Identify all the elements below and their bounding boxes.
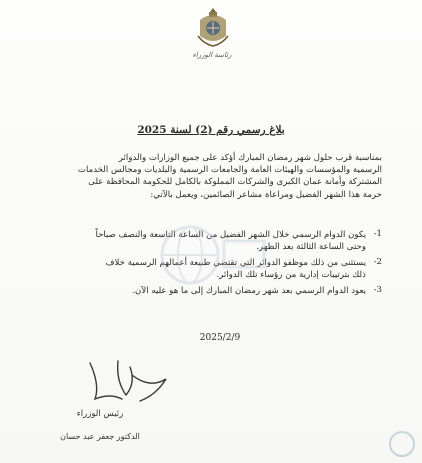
intro-line: الرسمية والمؤسسات والهيئات العامة والجامعات الرسمية والبلديات ومجالس الخدمات — [77, 165, 382, 176]
item-line: يكون الدوام الرسمي خلال الشهر الفضيل من الساعة التاسعة والنصف صباحاً — [95, 230, 366, 240]
notice-title: بلاغ رسمي رقم (2) لسنة 2025 — [137, 124, 285, 136]
intro-line: حرمة هذا الشهر الفضيل ومراعاة مشاعر الصائمين، ويعمل بالآتي: — [150, 189, 382, 200]
site-logo-icon — [352, 420, 422, 463]
signatory-role: رئيس الوزراء — [76, 409, 124, 419]
item-number: 1- — [373, 229, 382, 239]
item-line: يستثنى من ذلك موظفو الدوائر التي تقتضي طبيعة أعمالهم الرسمية خلاف — [105, 258, 366, 268]
item-number: 3- — [373, 285, 382, 295]
item-number: 2- — [373, 257, 382, 267]
item-line: وحتى الساعة الثالثة بعد الظهر. — [256, 242, 366, 252]
intro-line: بمناسبة قرب حلول شهر رمضان المبارك أؤكد على جميع الوزارات والدوائر — [118, 153, 382, 163]
jordan-coat-of-arms-icon — [196, 6, 230, 50]
intro-line: المشتركة وأمانة عمان الكبرى والشركات المملوكة بالكامل للحكومة المحافظة على — [88, 177, 382, 188]
item-line: ذلك بترتيبات إدارية من رؤساء تلك الدوائر. — [216, 270, 366, 280]
intro-paragraph — [40, 152, 382, 201]
handwritten-signature-icon — [70, 355, 180, 407]
office-name: رئاسة الوزراء — [192, 51, 232, 59]
globe-watermark-icon — [150, 215, 270, 295]
notice-date: 2025/2/9 — [199, 333, 241, 343]
item-line: يعود الدوام الرسمي بعد شهر رمضان المبارك إلى ما هو عليه الآن. — [132, 286, 366, 296]
signatory-name: الدكتور جعفر عبد حسان — [60, 432, 140, 441]
